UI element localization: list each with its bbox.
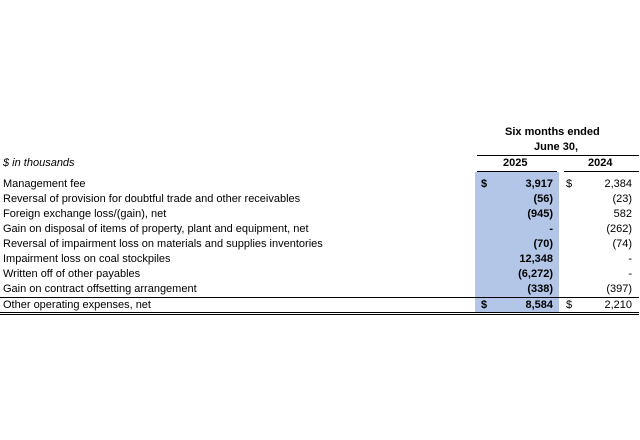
row-label-reversal-impairment: Reversal of impairment loss on materials and supplies inventories (3, 238, 323, 250)
row-label-management-fee: Management fee (3, 178, 86, 190)
row-label-foreign-exchange: Foreign exchange loss/(gain), net (3, 208, 167, 220)
total-current-value: 8,584 (525, 299, 553, 311)
row-current-value: (338) (527, 283, 553, 295)
row-prior-value: - (628, 268, 632, 280)
row-label-gain-contract: Gain on contract offsetting arrangement (3, 283, 197, 295)
period-header-rule (477, 155, 639, 156)
row-current-value: (6,272) (518, 268, 553, 280)
row-label-written-off: Written off of other payables (3, 268, 141, 280)
row-current-dollar: $ (481, 178, 488, 190)
row-current-value: (56) (533, 193, 553, 205)
period-header-line2: June 30, (534, 141, 579, 153)
total-double-rule-1 (0, 312, 639, 313)
period-header-line1: Six months ended (505, 126, 600, 138)
row-prior-value: (74) (612, 238, 632, 250)
row-prior-value: - (628, 253, 632, 265)
row-prior-value: (262) (606, 223, 632, 235)
row-prior-dollar: $ (566, 178, 573, 190)
year-current-rule (477, 171, 557, 172)
year-current-header: 2025 (503, 157, 528, 169)
year-prior-header: 2024 (588, 157, 613, 169)
total-top-rule (0, 297, 639, 298)
row-current-value: 12,348 (519, 253, 553, 265)
row-current-value: (945) (527, 208, 553, 220)
year-prior-rule (564, 171, 639, 172)
total-prior-value: 2,210 (604, 299, 632, 311)
row-label-impairment-coal: Impairment loss on coal stockpiles (3, 253, 171, 265)
row-prior-value: 2,384 (604, 178, 632, 190)
row-label-reversal-provision: Reversal of provision for doubtful trade and other receivables (3, 193, 301, 205)
row-label-gain-disposal: Gain on disposal of items of property, plant and equipment, net (3, 223, 309, 235)
row-prior-value: 582 (613, 208, 632, 220)
total-label: Other operating expenses, net (3, 299, 151, 311)
units-label: $ in thousands (3, 157, 75, 169)
row-current-value: - (549, 223, 553, 235)
row-prior-value: (397) (606, 283, 632, 295)
row-current-value: (70) (533, 238, 553, 250)
row-current-value: 3,917 (525, 178, 553, 190)
total-double-rule-2 (0, 314, 639, 315)
row-prior-value: (23) (612, 193, 632, 205)
total-current-dollar: $ (481, 299, 488, 311)
total-prior-dollar: $ (566, 299, 573, 311)
